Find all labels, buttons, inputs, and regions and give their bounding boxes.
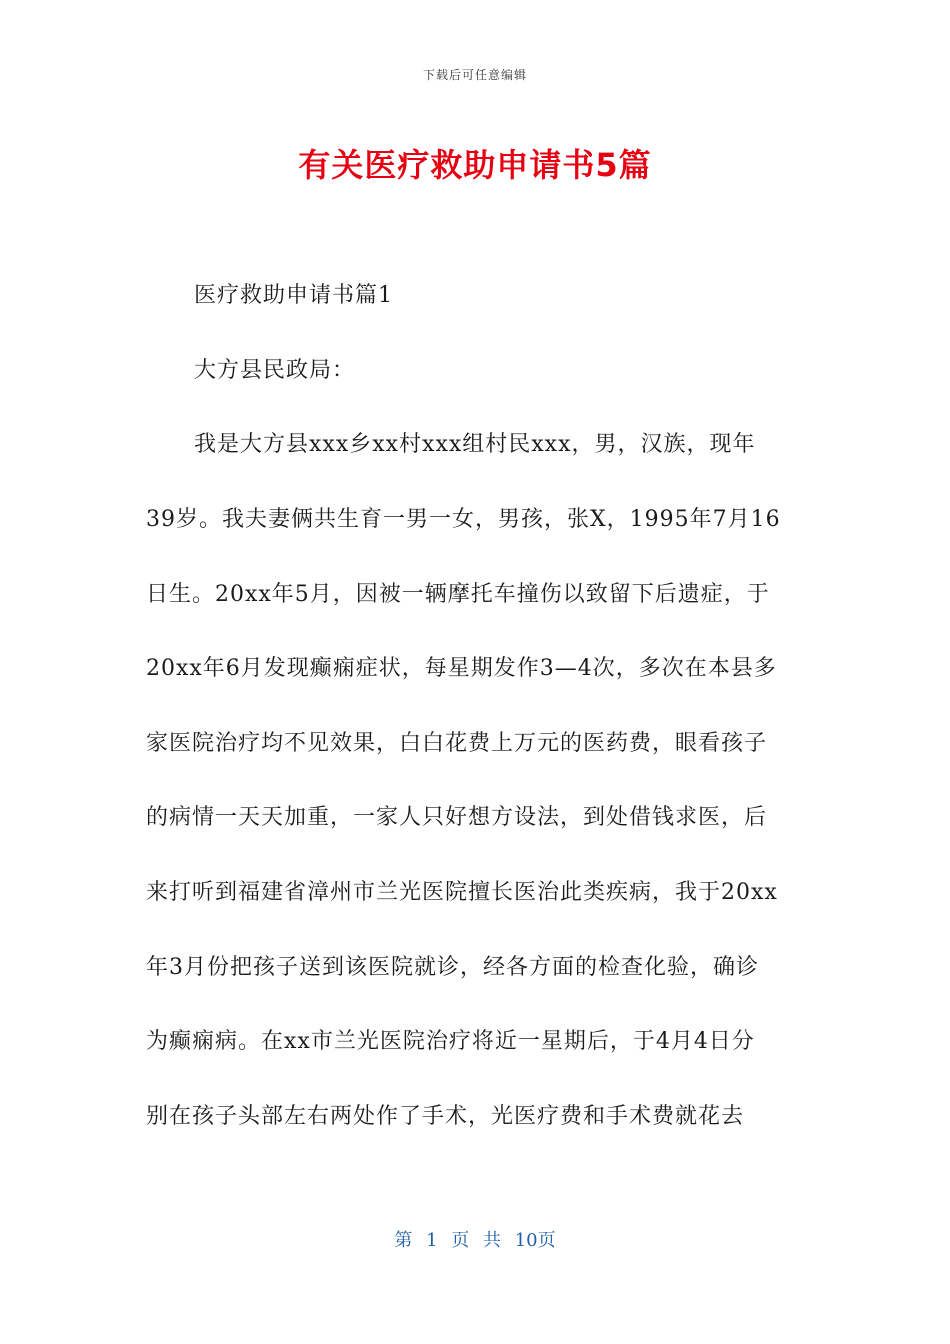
body-line: 的病情一天天加重，一家人只好想方设法，到处借钱求医，后 <box>146 805 768 830</box>
salutation: 大方县民政局： <box>194 358 356 383</box>
body-line: 别在孩子头部左右两处作了手术，光医疗费和手术费就花去 <box>146 1104 745 1129</box>
body-line: 39岁。我夫妻俩共生育一男一女，男孩，张X，1995年7月16 <box>146 507 781 532</box>
body-line: 家医院治疗均不见效果，白白花费上万元的医药费，眼看孩子 <box>146 731 768 756</box>
page-footer: 第 1 页 共 10页 <box>394 1230 556 1251</box>
body-line: 为癫痫病。在xx市兰光医院治疗将近一星期后，于4月4日分 <box>146 1029 755 1054</box>
document-title: 有关医疗救助申请书5篇 <box>298 146 652 184</box>
header-note: 下载后可任意编辑 <box>422 68 527 82</box>
body-line: 年3月份把孩子送到该医院就诊，经各方面的检查化验，确诊 <box>146 955 759 980</box>
body-line: 我是大方县xxx乡xx村xxx组村民xxx，男，汉族，现年 <box>194 432 756 457</box>
body-line: 20xx年6月发现癫痫症状，每星期发作3—4次，多次在本县多 <box>146 656 777 681</box>
body-line: 来打听到福建省漳州市兰光医院擅长医治此类疾病，我于20xx <box>146 880 778 905</box>
section-heading: 医疗救助申请书篇1 <box>194 283 393 308</box>
body-line: 日生。20xx年5月，因被一辆摩托车撞伤以致留下后遗症，于 <box>146 582 770 607</box>
